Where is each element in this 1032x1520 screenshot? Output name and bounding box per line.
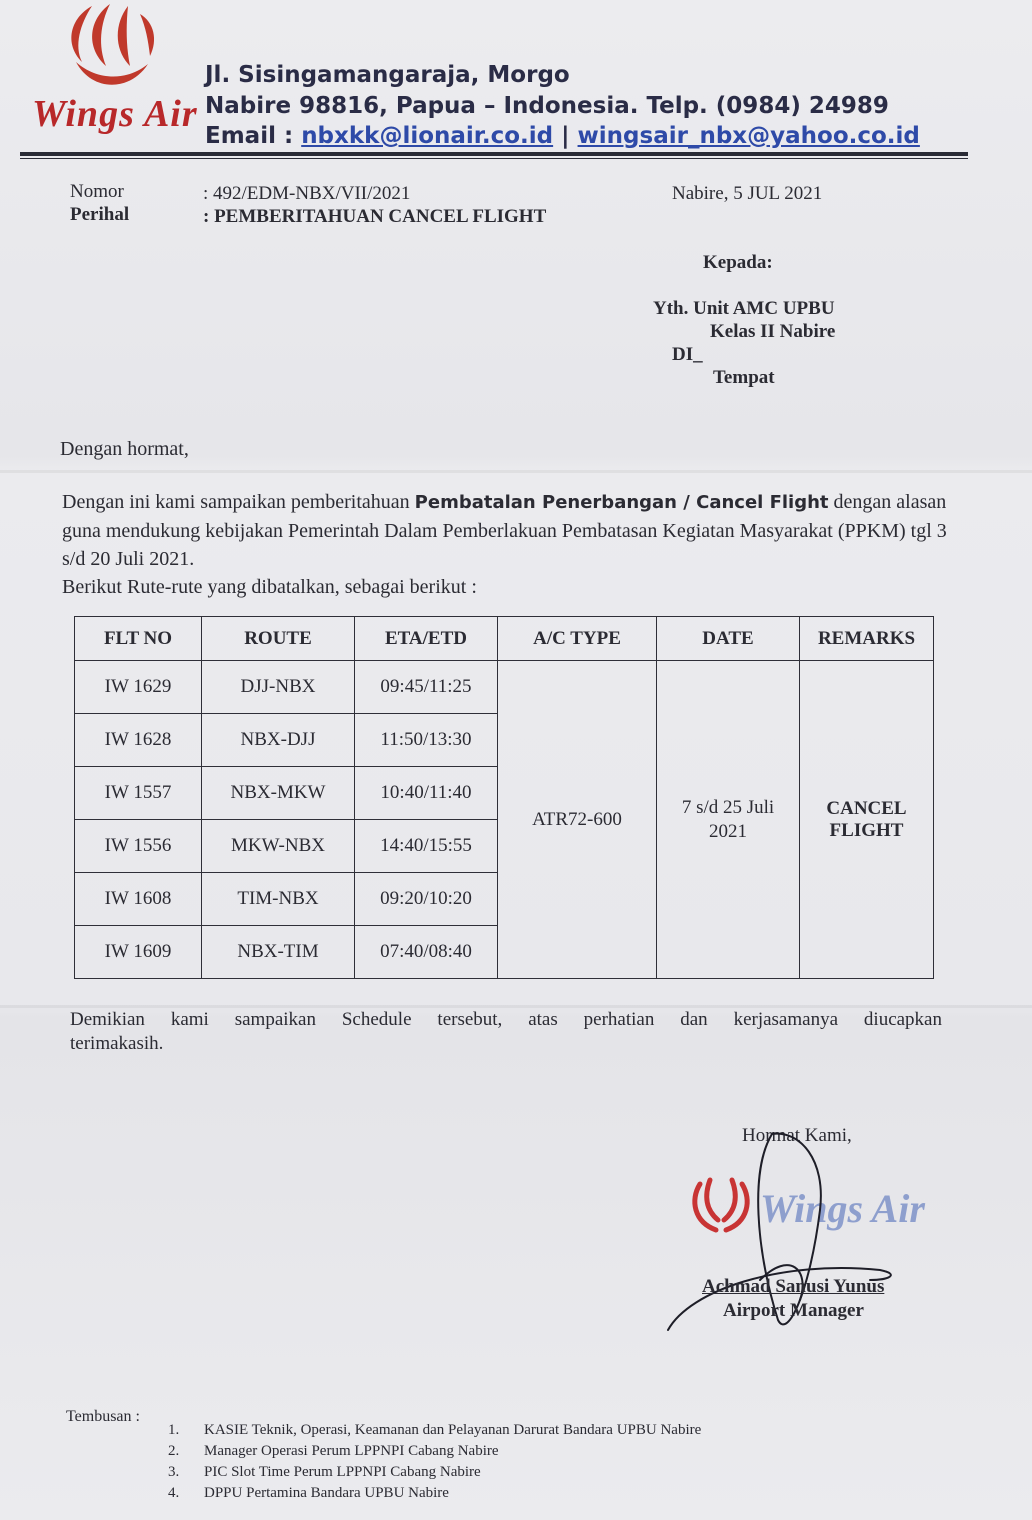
header-route: ROUTE bbox=[202, 617, 355, 661]
hormat-kami: Hormat Kami, bbox=[742, 1125, 852, 1146]
list-item-number: 3. bbox=[168, 1464, 180, 1480]
email-link-2[interactable]: wingsair_nbx@yahoo.co.id bbox=[577, 123, 920, 149]
wings-air-logo-text: Wings Air bbox=[32, 93, 198, 135]
email-separator: | bbox=[553, 123, 578, 149]
signatory-name: Achmad Sanusi Yunus bbox=[702, 1276, 885, 1297]
header-rule-thin bbox=[20, 158, 968, 159]
flight-route: NBX-TIM bbox=[202, 926, 355, 979]
table-header-row bbox=[75, 617, 934, 661]
flight-number: IW 1629 bbox=[75, 661, 202, 714]
list-item bbox=[168, 1462, 701, 1483]
signatory-title: Airport Manager bbox=[723, 1300, 864, 1321]
list-item bbox=[168, 1441, 701, 1462]
email-label: Email : bbox=[205, 123, 302, 149]
header-flt-no: FLT NO bbox=[75, 617, 202, 661]
flight-number: IW 1608 bbox=[75, 873, 202, 926]
table-row bbox=[75, 661, 934, 714]
flight-time: 14:40/15:55 bbox=[355, 820, 498, 873]
body-paragraph bbox=[62, 488, 962, 601]
kepada-label: Kepada: bbox=[703, 252, 773, 273]
email-link-1[interactable]: nbxkk@lionair.co.id bbox=[301, 123, 554, 149]
routes-intro: Berikut Rute-rute yang dibatalkan, sebagai berikut : bbox=[62, 576, 477, 598]
list-item-number: 2. bbox=[168, 1443, 180, 1459]
intro-text-end: dengan alasan guna mendukung kebijakan Pemerintah Dalam Pemberlakuan Pembatasan Kegiatan Masyarakat (PPKM) tgl 3 s/d 20 Juli 2021. bbox=[62, 491, 947, 570]
list-item-text: PIC Slot Time Perum LPPNPI Cabang Nabire bbox=[204, 1464, 481, 1480]
flight-route: TIM-NBX bbox=[202, 873, 355, 926]
list-item-number: 4. bbox=[168, 1485, 180, 1501]
flight-number: IW 1628 bbox=[75, 714, 202, 767]
recipient-tempat: Tempat bbox=[713, 367, 775, 388]
flight-time: 07:40/08:40 bbox=[355, 926, 498, 979]
paper-fold bbox=[0, 470, 1032, 473]
closing-line-2: terimakasih. bbox=[70, 1033, 164, 1054]
flight-route: DJJ-NBX bbox=[202, 661, 355, 714]
flight-number: IW 1609 bbox=[75, 926, 202, 979]
address-line-2: Nabire 98816, Papua – Indonesia. Telp. (0984) 24989 bbox=[205, 93, 889, 119]
header-eta-etd: ETA/ETD bbox=[355, 617, 498, 661]
list-item bbox=[168, 1483, 701, 1504]
intro-bold-text: Pembatalan Penerbangan / Cancel Flight bbox=[414, 492, 829, 513]
aircraft-type: ATR72-600 bbox=[498, 661, 657, 979]
tembusan-list bbox=[168, 1420, 701, 1504]
cancel-date-range: 7 s/d 25 Juli 2021 bbox=[657, 661, 800, 979]
flight-route: MKW-NBX bbox=[202, 820, 355, 873]
flight-route: NBX-DJJ bbox=[202, 714, 355, 767]
list-item bbox=[168, 1420, 701, 1441]
flight-number: IW 1557 bbox=[75, 767, 202, 820]
header-ac-type: A/C TYPE bbox=[498, 617, 657, 661]
flight-time: 11:50/13:30 bbox=[355, 714, 498, 767]
list-item-number: 1. bbox=[168, 1422, 180, 1438]
list-item-text: DPPU Pertamina Bandara UPBU Nabire bbox=[204, 1485, 449, 1501]
flight-route: NBX-MKW bbox=[202, 767, 355, 820]
recipient-di: DI_ bbox=[672, 344, 703, 365]
address-line-1: Jl. Sisingamangaraja, Morgo bbox=[205, 62, 570, 88]
header-date: DATE bbox=[657, 617, 800, 661]
email-line bbox=[205, 123, 920, 149]
recipient-line-1: Yth. Unit AMC UPBU bbox=[653, 298, 835, 319]
nomor-label: Nomor bbox=[70, 181, 124, 202]
intro-text: Dengan ini kami sampaikan pemberitahuan bbox=[62, 491, 415, 513]
remarks-cancel-flight: CANCEL FLIGHT bbox=[800, 661, 934, 979]
header-rule bbox=[20, 152, 968, 156]
list-item-text: Manager Operasi Perum LPPNPI Cabang Nabire bbox=[204, 1443, 499, 1459]
closing-line-1: Demikian kami sampaikan Schedule tersebut, atas perhatian dan kerjasamanya diucapkan bbox=[70, 1009, 942, 1030]
flight-time: 09:45/11:25 bbox=[355, 661, 498, 714]
flight-number: IW 1556 bbox=[75, 820, 202, 873]
place-date: Nabire, 5 JUL 2021 bbox=[672, 183, 823, 204]
flight-time: 09:20/10:20 bbox=[355, 873, 498, 926]
signature-stamp-text: Wings Air bbox=[760, 1186, 925, 1231]
perihal-label: Perihal bbox=[70, 204, 130, 225]
perihal-value: : PEMBERITAHUAN CANCEL FLIGHT bbox=[203, 206, 547, 227]
recipient-line-2: Kelas II Nabire bbox=[710, 321, 836, 342]
greeting: Dengan hormat, bbox=[60, 438, 189, 460]
tembusan-label: Tembusan : bbox=[66, 1408, 140, 1425]
list-item-text: KASIE Teknik, Operasi, Keamanan dan Pelayanan Darurat Bandara UPBU Nabire bbox=[204, 1422, 702, 1438]
nomor-value: : 492/EDM-NBX/VII/2021 bbox=[203, 183, 411, 204]
flight-time: 10:40/11:40 bbox=[355, 767, 498, 820]
header-remarks: REMARKS bbox=[800, 617, 934, 661]
cancelled-flights-table bbox=[74, 616, 934, 979]
